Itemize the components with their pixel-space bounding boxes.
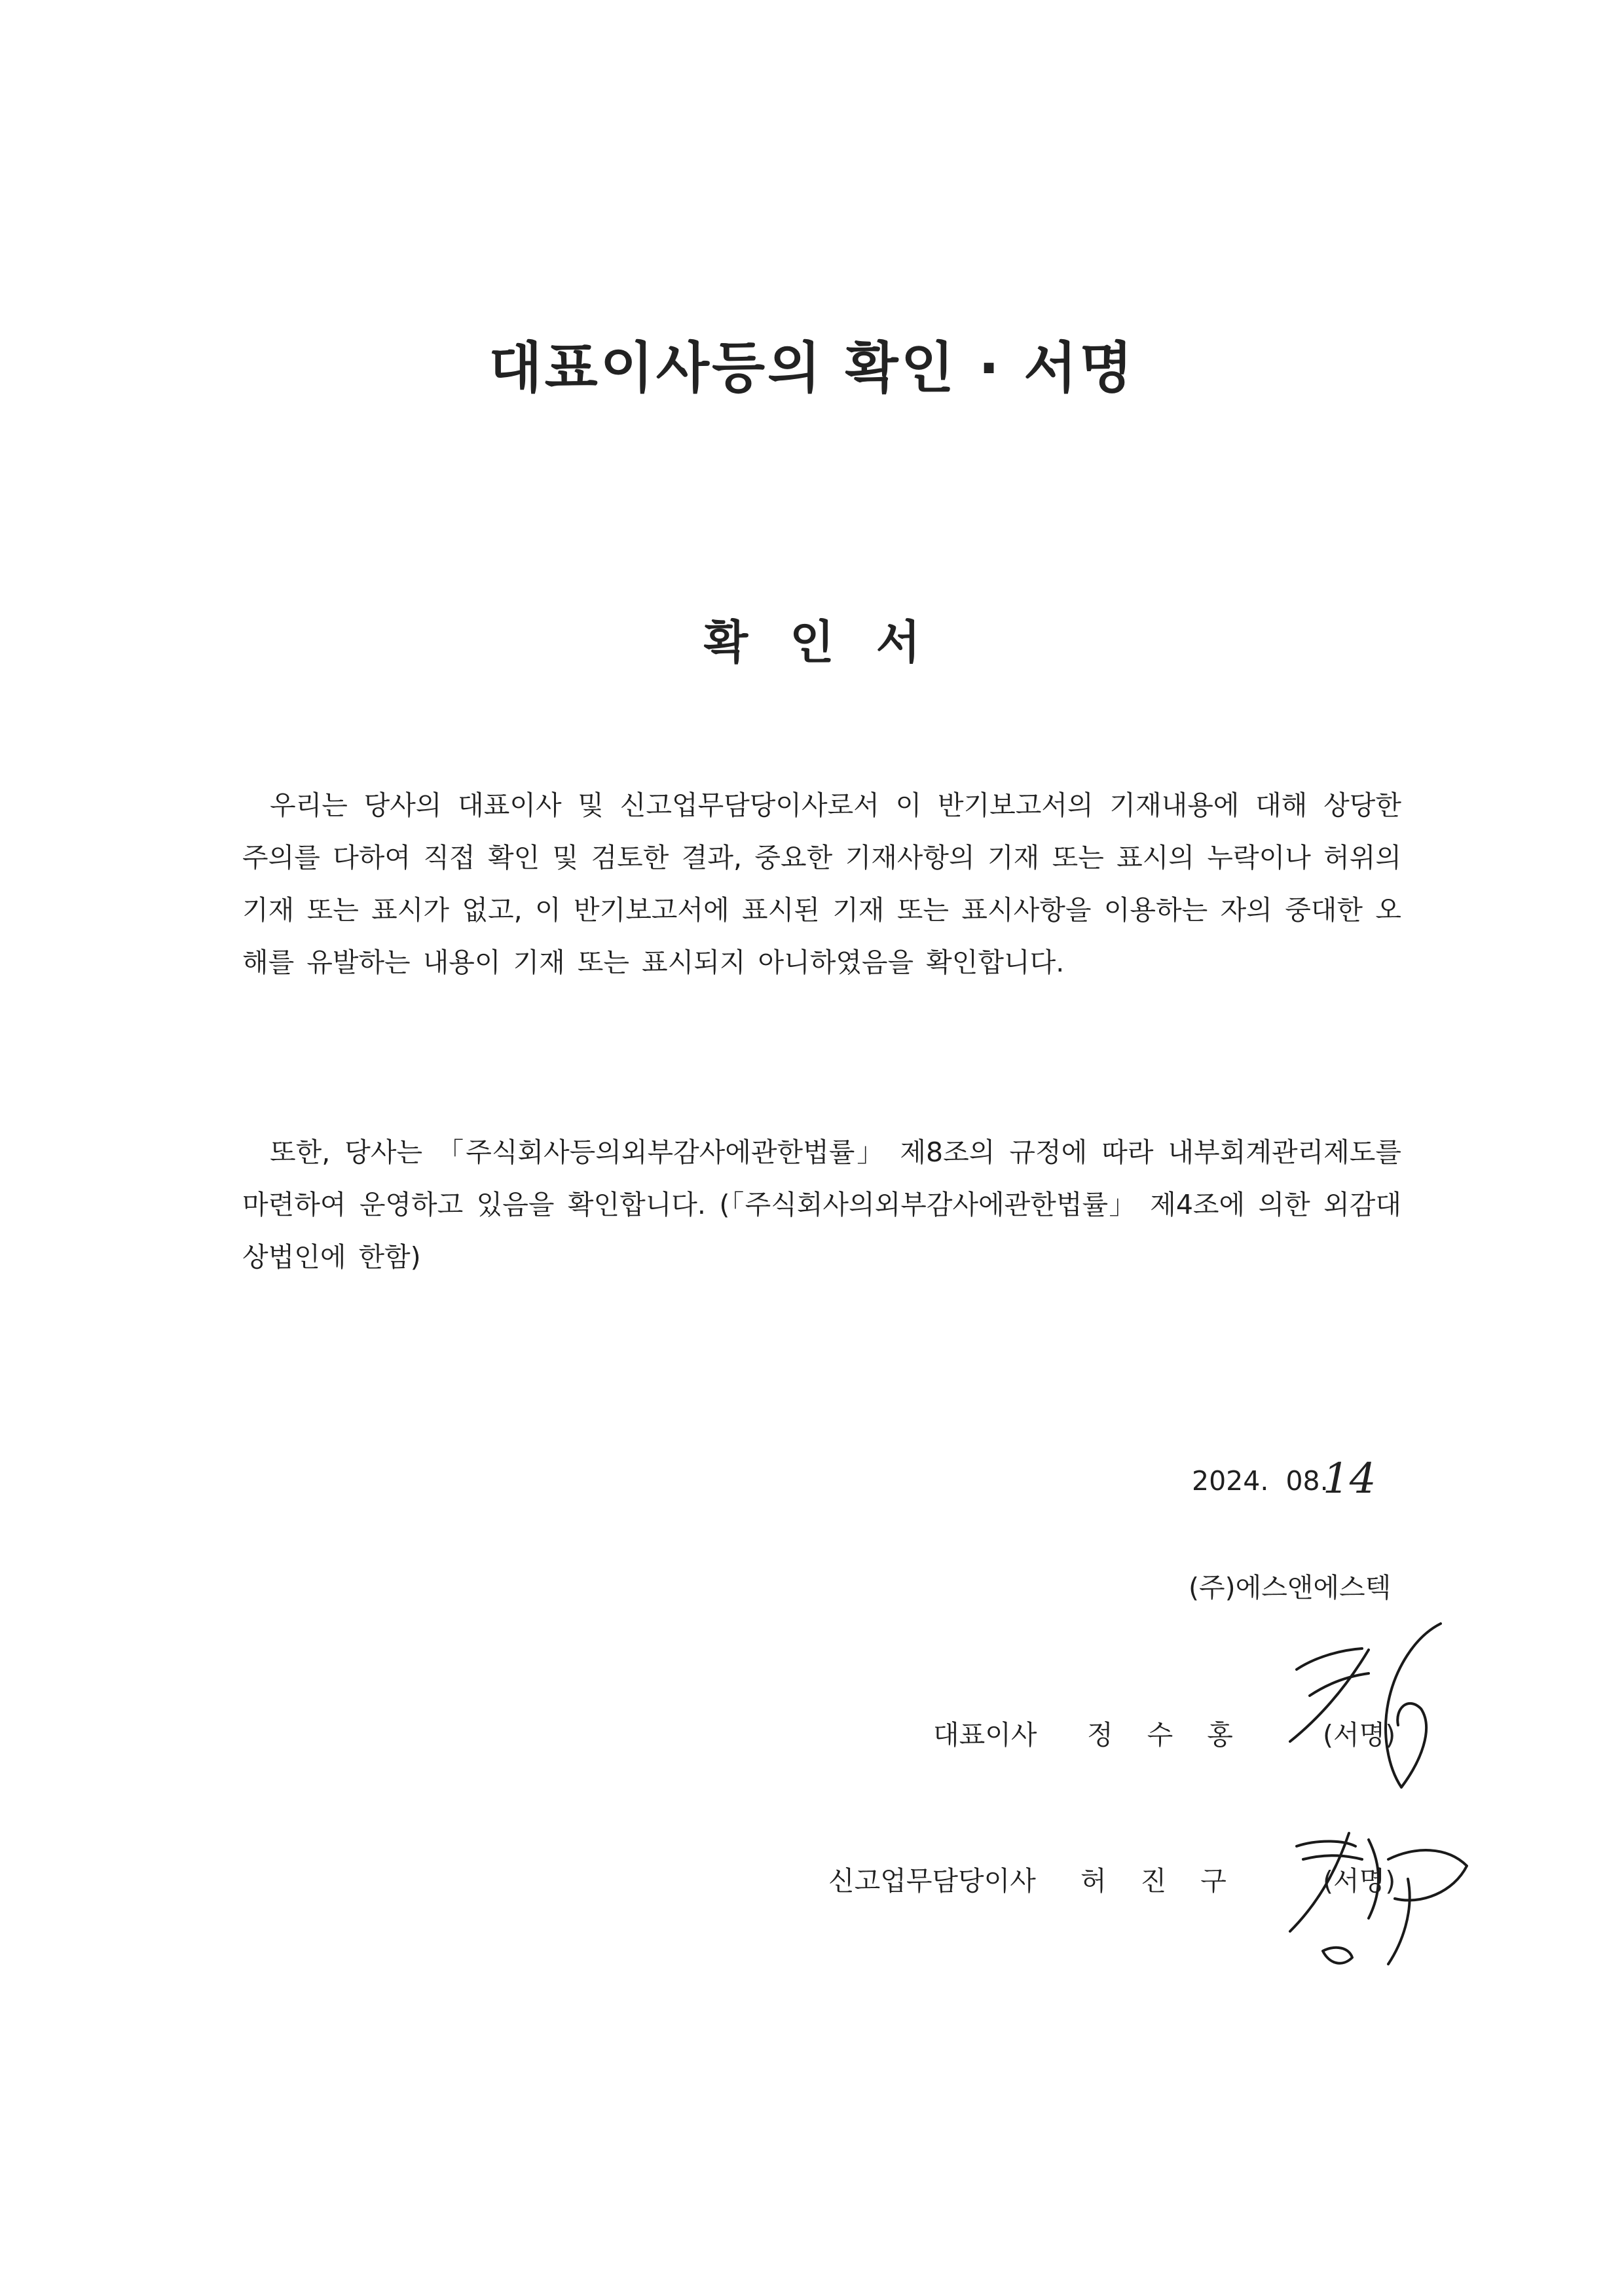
cfo-signature-label: (서명)	[1323, 1865, 1396, 1897]
cfo-title: 신고업무담당이사	[828, 1865, 1036, 1897]
confirmation-paragraph-text: 우리는 당사의 대표이사 및 신고업무담당이사로서 이 반기보고서의 기재내용에 대해 상당한 주의를 다하여 직접 확인 및 검토한 결과, 중요한 기재사항의 기재 또는 표시의 누락이나 허위의 기재 또는 표시가 없고, 이 반기보고서에 표시된 기재 또는 표시사항을 이용하는 자의 중대한 오해를 유발하는 내용이 기재 또는 표시되지 아니하였음을 확인합니다.	[242, 790, 1401, 978]
ceo-signature	[1270, 1611, 1467, 1807]
internal-control-paragraph	[242, 1126, 1401, 1283]
internal-control-paragraph-text: 또한, 당사는 「주식회사등의외부감사에관한법률」 제8조의 규정에 따라 내부회계관리제도를 마련하여 운영하고 있음을 확인합니다. (「주식회사의외부감사에관한법률」 제4조에 의한 외감대상법인에 한함)	[242, 1137, 1401, 1273]
ceo-signature-label: (서명)	[1323, 1719, 1396, 1751]
cfo-name: 허진구	[1080, 1865, 1261, 1897]
signing-date-day-handwritten: 14	[1323, 1455, 1376, 1503]
cfo-signature	[1270, 1820, 1480, 1977]
company-name: (주)에스앤에스텍	[1189, 1572, 1392, 1603]
confirmation-heading: 확인서	[703, 615, 963, 669]
document-title: 대표이사등의 확인 · 서명	[489, 336, 1135, 400]
confirmation-paragraph	[242, 779, 1401, 989]
signing-date: 2024. 08.	[1192, 1465, 1329, 1497]
ceo-title: 대표이사	[933, 1719, 1037, 1751]
ceo-name: 정수홍	[1087, 1719, 1267, 1751]
